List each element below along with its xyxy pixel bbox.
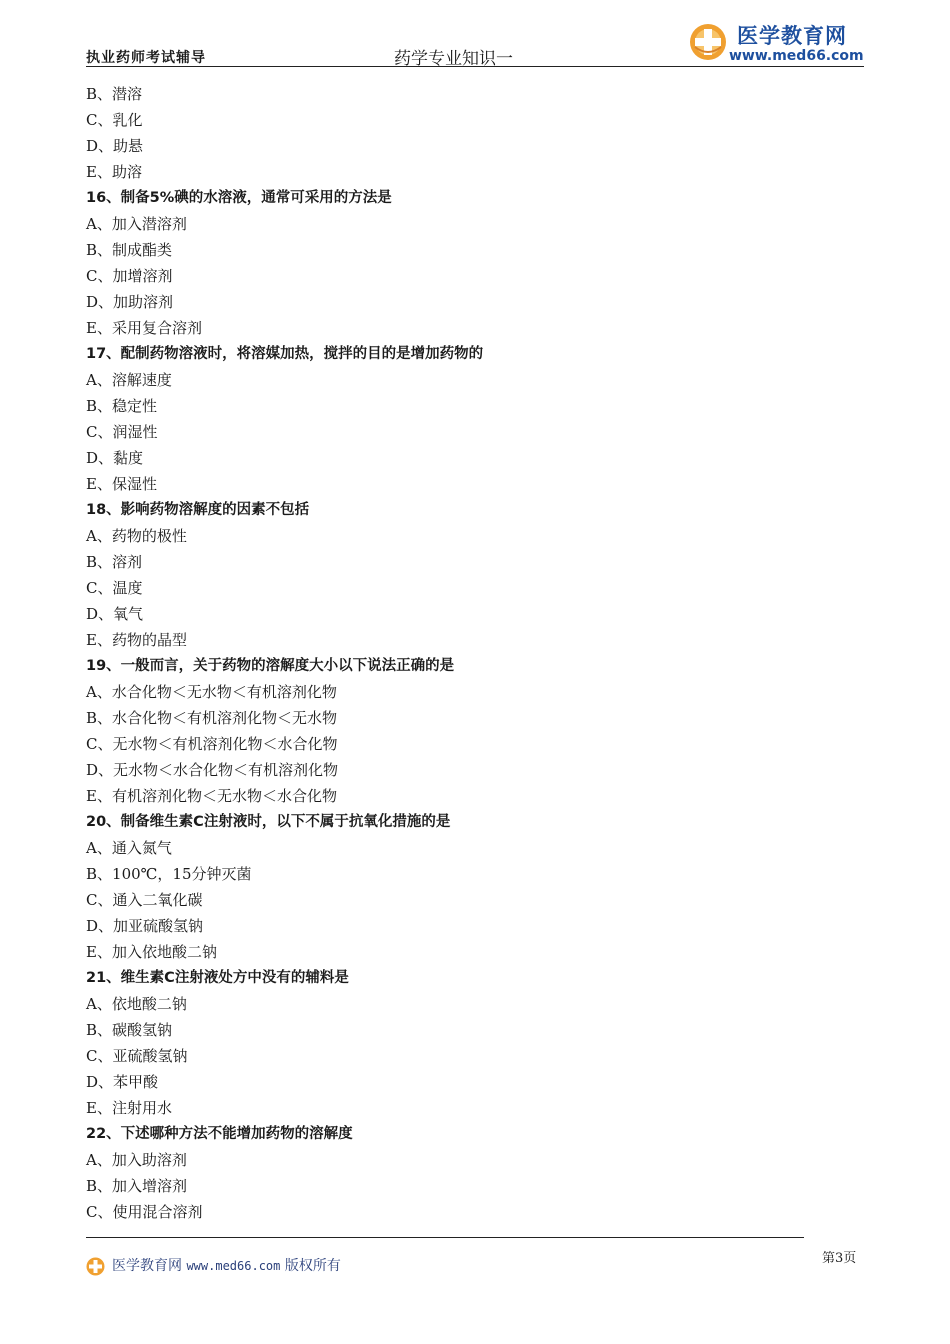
footer-divider [86,1237,804,1238]
question-stem: 21、维生素C注射液处方中没有的辅料是 [86,970,349,986]
answer-option: C、亚硫酸氢钠 [86,1047,188,1065]
footer-site-name: 医学教育网 [112,1258,182,1274]
answer-option: B、溶剂 [86,553,143,571]
answer-option: C、加增溶剂 [86,267,173,285]
answer-option: A、水合化物＜无水物＜有机溶剂化物 [86,683,337,701]
footer-copyright [112,1255,341,1277]
answer-option: C、润湿性 [86,423,158,441]
answer-option: C、温度 [86,579,143,597]
answer-option: D、氧气 [86,605,144,623]
answer-option: B、潜溶 [86,85,143,103]
answer-option: D、黏度 [86,449,144,467]
answer-option: E、采用复合溶剂 [86,319,202,337]
answer-option: C、乳化 [86,111,143,129]
answer-option: C、使用混合溶剂 [86,1203,203,1221]
page-header [86,18,864,68]
logo-site-url: www.med66.com [729,48,864,64]
answer-option: D、助悬 [86,137,144,155]
answer-option: D、加助溶剂 [86,293,174,311]
answer-option: E、加入依地酸二钠 [86,943,217,961]
logo-site-name: 医学教育网 [737,24,847,48]
answer-option: E、注射用水 [86,1099,172,1117]
question-stem: 20、制备维生素C注射液时，以下不属于抗氧化措施的是 [86,814,451,830]
answer-option: B、制成酯类 [86,241,173,259]
answer-option: C、通入二氧化碳 [86,891,203,909]
header-subject-title: 药学专业知识一 [394,49,513,69]
answer-option: E、助溶 [86,163,142,181]
answer-option: E、药物的晶型 [86,631,187,649]
answer-option: A、加入潜溶剂 [86,215,187,233]
answer-option: A、依地酸二钠 [86,995,187,1013]
page-number: 第3页 [822,1251,857,1266]
answer-option: A、溶解速度 [86,371,172,389]
answer-option: D、苯甲酸 [86,1073,159,1091]
answer-option: E、保湿性 [86,475,157,493]
question-stem: 17、配制药物溶液时，将溶媒加热，搅拌的目的是增加药物的 [86,346,484,362]
answer-option: A、加入助溶剂 [86,1151,187,1169]
question-stem: 19、一般而言，关于药物的溶解度大小以下说法正确的是 [86,658,455,674]
answer-option: B、水合化物＜有机溶剂化物＜无水物 [86,709,338,727]
footer-site-url[interactable]: www.med66.com [186,1259,281,1273]
answer-option: D、加亚硫酸氢钠 [86,917,204,935]
question-stem: 16、制备5%碘的水溶液，通常可采用的方法是 [86,190,392,206]
medical-cross-logo-icon [86,1257,105,1276]
answer-option: B、加入增溶剂 [86,1177,188,1195]
question-stem: 18、影响药物溶解度的因素不包括 [86,502,310,518]
footer-rights: 版权所有 [284,1258,341,1274]
header-course-title: 执业药师考试辅导 [86,50,206,66]
answer-option: E、有机溶剂化物＜无水物＜水合化物 [86,787,337,805]
question-list [86,81,806,1225]
answer-option: D、无水物＜水合化物＜有机溶剂化物 [86,761,339,779]
answer-option: A、药物的极性 [86,527,187,545]
site-logo[interactable] [689,20,864,66]
answer-option: C、无水物＜有机溶剂化物＜水合化物 [86,735,338,753]
question-stem: 22、下述哪种方法不能增加药物的溶解度 [86,1126,353,1142]
medical-cross-logo-icon [689,23,727,61]
header-divider [86,66,864,67]
answer-option: B、碳酸氢钠 [86,1021,173,1039]
answer-option: B、100℃，15分钟灭菌 [86,865,252,883]
answer-option: A、通入氮气 [86,839,172,857]
answer-option: B、稳定性 [86,397,158,415]
